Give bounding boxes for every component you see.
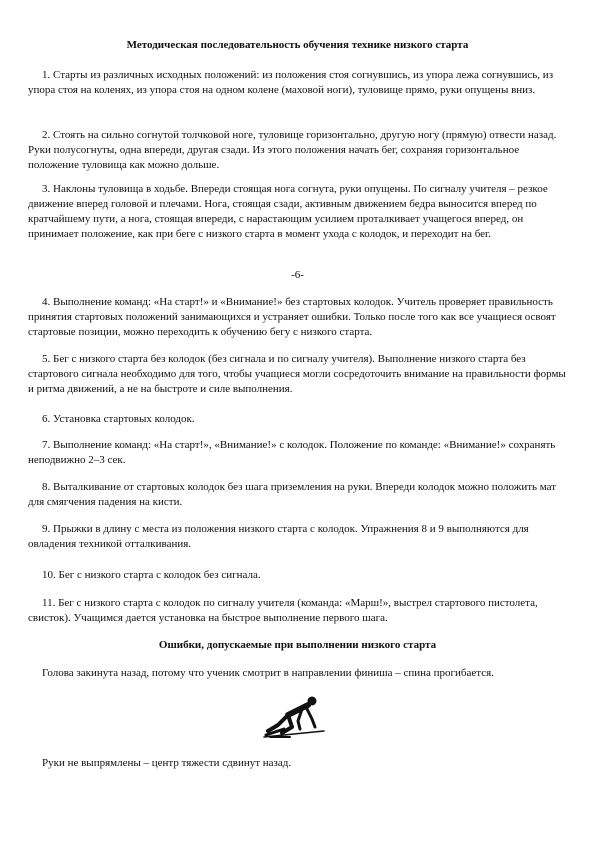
- item-4: 4. Выполнение команд: «На старт!» и «Внимание!» без стартовых колодок. Учитель проверяет правильность принятия стартовых положений занимающихся и устраняет ошибки. Только после того как все учащиеся освоят стартовые позиции, можно переходить к обучению бегу с низкого старта.: [28, 296, 556, 338]
- item-10: 10. Бег с низкого старта с колодок без сигнала.: [42, 569, 261, 581]
- item-6: 6. Установка стартовых колодок.: [42, 413, 195, 425]
- error-2: Руки не выпрямлены – центр тяжести сдвинут назад.: [42, 757, 292, 769]
- item-11: 11. Бег с низкого старта с колодок по сигналу учителя (команда: «Марш!», выстрел стартового пистолета, свисток). Учащимся дается установка на быстрое выполнение первого шага.: [28, 597, 538, 624]
- item-1: 1. Старты из различных исходных положений: из положения стоя согнувшись, из упора лежа согнувшись, из упора стоя на коленях, из упора стоя на одном колене (маховой ноги), туловище прямо, руки опущены вниз.: [28, 69, 554, 96]
- error-1: Голова закинута назад, потому что ученик смотрит в направлении финиша – спина прогибается.: [42, 667, 494, 679]
- item-7: 7. Выполнение команд: «На старт!», «Внимание!» с колодок. Положение по команде: «Внимание!» сохранять неподвижно 2–3 сек.: [28, 439, 556, 466]
- item-5: 5. Бег с низкого старта без колодок (без сигнала и по сигналу учителя). Выполнение низкого старта без стартового сигнала необходимо для того, чтобы учащиеся могли сосредоточить внимание на правильности формы и ритма движений, а не на быстроте и силе выполнения.: [28, 353, 566, 395]
- item-3: 3. Наклоны туловища в ходьбе. Впереди стоящая нога согнута, руки опущены. По сигналу учителя – резкое движение вперед головой и плечами. Нога, стоящая сзади, активным движением бедра выносится вперед по кратчайшему пути, а нога, стоящая впереди, с нарастающим усилием проталкивает учащегося вперед, он принимает положение, как при беге с низкого старта в момент ухода с колодок, и переходит на бег.: [28, 183, 548, 240]
- item-2: 2. Стоять на сильно согнутой толчковой ноге, туловище горизонтально, другую ногу (прямую) отвести назад. Руки полусогнуты, одна впереди, другая сзади. Из этого положения начать бег, сохраняя горизонтальное положение туловища как можно дольше.: [28, 129, 557, 171]
- errors-title: Ошибки, допускаемые при выполнении низкого старта: [158, 639, 437, 651]
- item-9: 9. Прыжки в длину с места из положения низкого старта с колодок. Упражнения 8 и 9 выполняются для овладения техникой отталкивания.: [28, 523, 529, 550]
- page-number: -6-: [291, 269, 304, 281]
- document-title: Методическая последовательность обучения технике низкого старта: [126, 39, 469, 51]
- sprinter-icon: [264, 697, 324, 738]
- item-8: 8. Выталкивание от стартовых колодок без шага приземления на руки. Впереди колодок можно положить мат для смягчения падения на кисти.: [28, 481, 557, 508]
- runner-start-figure: [262, 693, 328, 739]
